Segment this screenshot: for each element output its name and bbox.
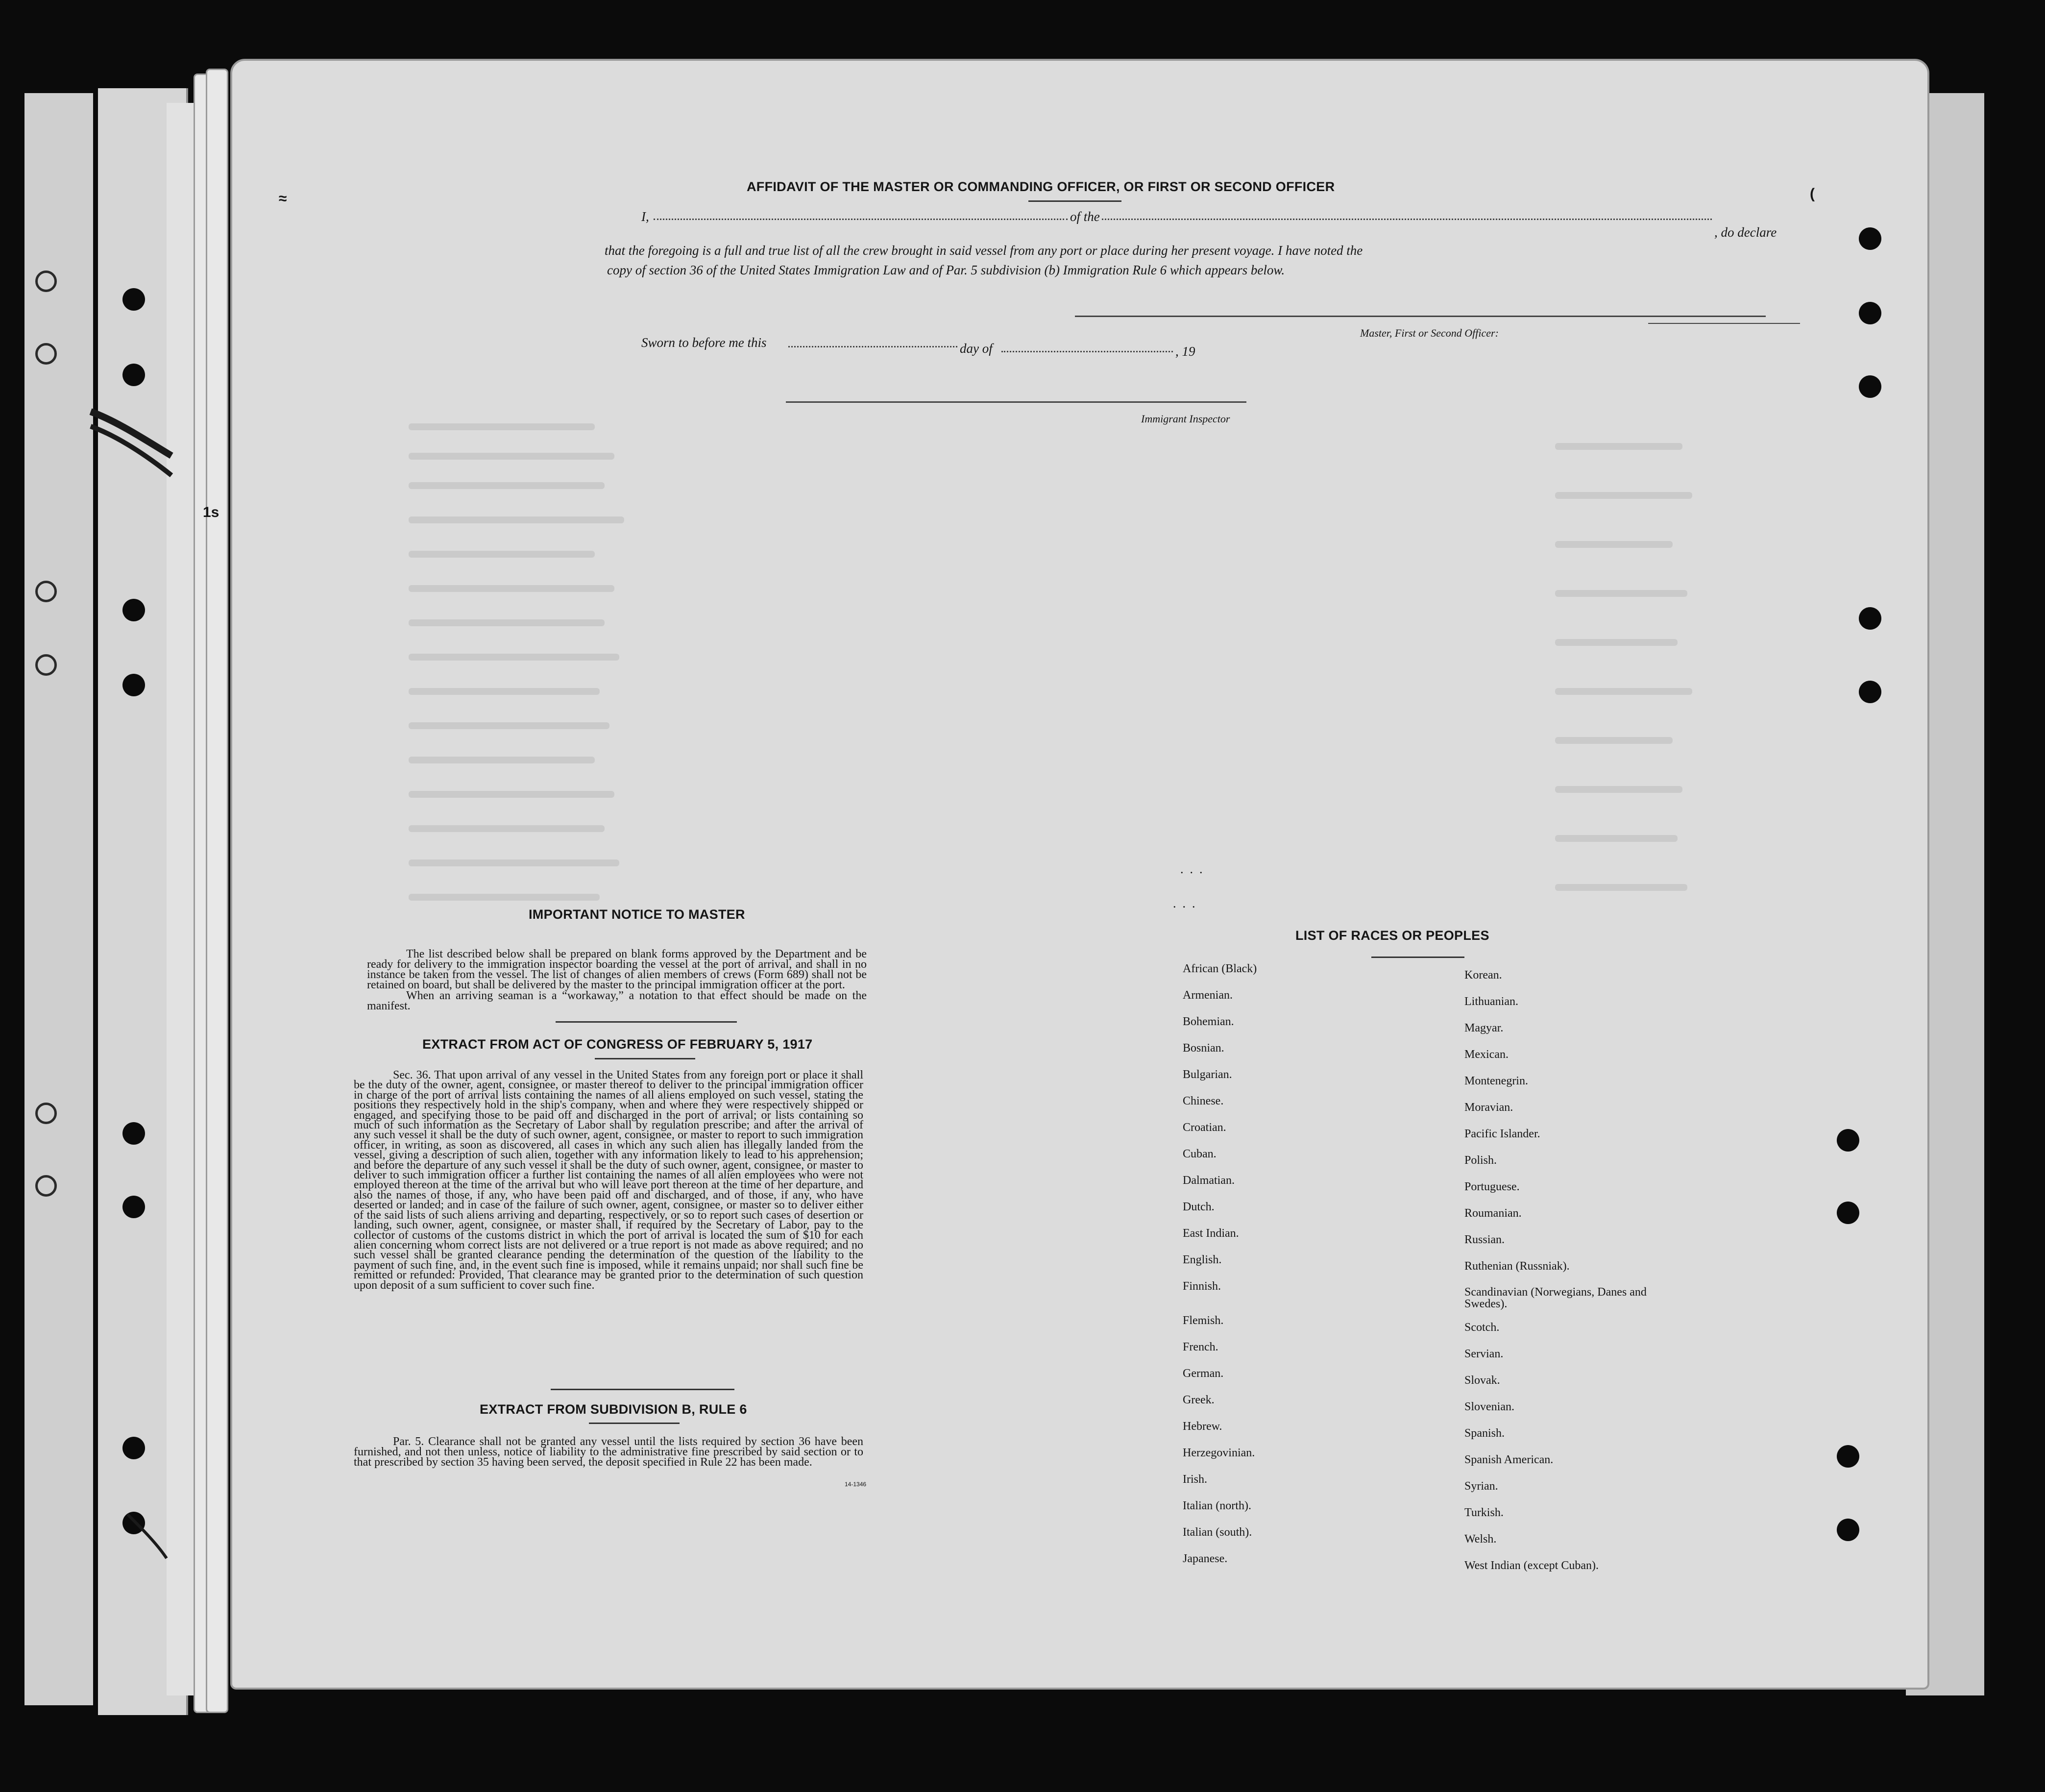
divider	[595, 1058, 695, 1059]
binding-string	[88, 382, 186, 490]
race-item: Lithuanian.	[1464, 995, 1518, 1008]
race-item: Herzegovinian.	[1183, 1447, 1255, 1459]
bleed-through	[409, 757, 595, 763]
bleed-through	[409, 722, 609, 729]
bleed-through	[1555, 443, 1682, 450]
race-item: East Indian.	[1183, 1227, 1239, 1240]
margin-annotation: ≈	[279, 191, 287, 207]
inspector-signature-caption: Immigrant Inspector	[1141, 413, 1230, 425]
race-item: Flemish.	[1183, 1314, 1224, 1327]
race-item: Portuguese.	[1464, 1180, 1520, 1193]
race-item: Slovak.	[1464, 1374, 1500, 1387]
notice-title: IMPORTANT NOTICE TO MASTER	[529, 907, 745, 922]
extract-act-text: Sec. 36. That upon arrival of any vessel in the United States from any foreign port or place it shall be the duty of the owner, agent, consignee, or master thereof to deliver to the principal immigration officer in charge of the port of arrival lists containing the names of all aliens employed on such vessel, stating the positions they respectively hold in the ship's company, when and where they were respectively shipped or engaged, and specifying those to be paid off and discharged in the port of arrival; or lists containing so much of such information as the Secretary of Labor shall by regulation prescribe; and after the arrival of any such vessel it shall be the duty of such owner, agent, consignee, or master to report to such immigration officer, in writing, as soon as discovered, all cases in which any such alien has illegally landed from the vessel, giving a description of such alien, together with any information likely to lead to his apprehension; and before the departure of any such vessel it shall be the duty of such owner, agent, consignee, or master to deliver to such immigration officer a further list containing the names of all alien employees who were not employed thereon at the time of the arrival but who will leave port thereon at the time of her departure, and also the names of those, if any, who have been paid off and discharged, and of those, if any, who have deserted or landed; and in case of the failure of such owner, agent, consignee, or master so to deliver either of the said lists of such aliens arriving and departing, respectively, or so to report such cases of desertion or landing, such owner, agent, consignee, or master shall, if required by the Secretary of Labor, pay to the collector of customs of the customs district in which the port of arrival is located the sum of $10 for each alien concerning whom correct lists are not delivered or a true report is not made as above required; and no such vessel shall be granted clearance pending the determination of the question of the liability to the payment of such fine, and, in the event such fine is imposed, while it remains unpaid; nor shall such fine be remitted or refunded: Provided, That clearance may be granted prior to the determination of such question upon deposit of a sum sufficient to cover such fine.	[354, 1069, 863, 1292]
bleed-through	[1555, 884, 1687, 891]
race-item: Russian.	[1464, 1233, 1505, 1246]
race-item: English.	[1183, 1253, 1222, 1266]
punch-hole	[122, 1437, 145, 1459]
race-item: Moravian.	[1464, 1101, 1513, 1114]
sworn-day-field[interactable]	[788, 346, 957, 347]
bleed-through	[1555, 786, 1682, 793]
form-number: 14-1346	[845, 1481, 867, 1488]
bleed-through	[409, 688, 600, 695]
race-item: Cuban.	[1183, 1148, 1217, 1160]
vessel-name-field[interactable]	[1102, 219, 1712, 220]
binding-string	[122, 1509, 176, 1563]
race-item: Italian (south).	[1183, 1526, 1252, 1539]
race-item: Ruthenian (Russniak).	[1464, 1260, 1570, 1273]
race-item: Bulgarian.	[1183, 1068, 1232, 1081]
bleed-through	[409, 482, 605, 489]
races-title: LIST OF RACES OR PEOPLES	[1295, 928, 1489, 943]
punch-hole	[1837, 1129, 1859, 1152]
punch-hole	[1837, 1202, 1859, 1224]
race-item: Spanish American.	[1464, 1453, 1554, 1466]
punch-hole	[122, 599, 145, 621]
master-name-field[interactable]	[654, 219, 1068, 220]
race-item: Scotch.	[1464, 1321, 1500, 1334]
bleed-through	[1555, 835, 1678, 842]
sworn-label: Sworn to before me this	[641, 335, 767, 350]
affidavit-title: AFFIDAVIT OF THE MASTER OR COMMANDING OFFICER, OR FIRST OR SECOND OFFICER	[747, 179, 1335, 194]
sworn-month-field[interactable]	[1001, 351, 1173, 352]
margin-annotation: (	[1810, 186, 1815, 202]
race-item: Servian.	[1464, 1348, 1504, 1360]
race-item: Italian (north).	[1183, 1499, 1251, 1512]
race-item: Spanish.	[1464, 1427, 1505, 1440]
affidavit-of-the-label: of the	[1070, 209, 1100, 224]
bleed-through	[1555, 737, 1673, 744]
master-signature-caption: Master, First or Second Officer:	[1360, 327, 1499, 339]
notice-paragraph: When an arriving seaman is a “workaway,” a notation to that effect should be made on the manifest.	[367, 989, 867, 1012]
race-item: Montenegrin.	[1464, 1075, 1528, 1087]
bleed-through	[409, 551, 595, 558]
bleed-through-line	[1648, 323, 1800, 324]
notice-paragraph: The list described below shall be prepared on blank forms approved by the Department and be ready for delivery to the immigration inspector boarding the vessel at the port of arrival, and shall in no instance be taken from the vessel. The list of changes of alien members of crews (Form 689) shall not be retained on board, but shall be delivered by the master to the principal immigration officer at the port.	[367, 948, 867, 991]
punch-hole	[35, 654, 57, 676]
punch-hole	[1859, 681, 1881, 703]
bleed-through	[409, 453, 614, 460]
punch-hole	[1859, 607, 1881, 630]
race-item: German.	[1183, 1367, 1224, 1380]
punch-hole	[122, 674, 145, 696]
background-page-edge	[24, 93, 93, 1705]
affidavit-declare-label: , do declare	[1714, 225, 1777, 240]
affidavit-text-line: that the foregoing is a full and true list of all the crew brought in said vessel from any port or place during her present voyage. I have noted the	[605, 243, 1363, 258]
race-item: Japanese.	[1183, 1552, 1228, 1565]
race-item: Pacific Islander.	[1464, 1128, 1540, 1140]
extract-act-title: EXTRACT FROM ACT OF CONGRESS OF FEBRUARY 5, 1917	[422, 1037, 813, 1052]
divider	[556, 1021, 737, 1023]
bleed-through	[409, 654, 619, 661]
race-item: Polish.	[1464, 1154, 1497, 1167]
punch-hole	[1837, 1519, 1859, 1541]
affidavit-i-label: I,	[641, 209, 649, 224]
race-item: Roumanian.	[1464, 1207, 1522, 1220]
race-item: Finnish.	[1183, 1280, 1221, 1293]
punch-hole	[1859, 375, 1881, 398]
punch-hole	[35, 1103, 57, 1124]
punch-hole	[35, 343, 57, 365]
bleed-through	[409, 859, 619, 866]
form-page	[203, 59, 1929, 1690]
inspector-signature-line[interactable]	[786, 401, 1246, 403]
bleed-through	[409, 516, 624, 523]
race-item: West Indian (except Cuban).	[1464, 1559, 1599, 1572]
race-item: Turkish.	[1464, 1506, 1504, 1519]
race-item: Syrian.	[1464, 1480, 1498, 1493]
bleed-through	[409, 585, 614, 592]
race-item: Slovenian.	[1464, 1400, 1514, 1413]
punch-hole	[35, 581, 57, 602]
race-item: Armenian.	[1183, 989, 1233, 1002]
extract-rule-title: EXTRACT FROM SUBDIVISION B, RULE 6	[480, 1402, 747, 1417]
race-item: Hebrew.	[1183, 1420, 1222, 1433]
bleed-through	[409, 619, 605, 626]
bleed-through	[1555, 639, 1678, 646]
race-item: Dalmatian.	[1183, 1174, 1235, 1187]
race-item: Irish.	[1183, 1473, 1207, 1486]
year-label: , 19	[1175, 344, 1195, 359]
race-item: Scandinavian (Norwegians, Danes and Swedes).	[1464, 1286, 1647, 1310]
race-item: African (Black)	[1183, 962, 1257, 975]
punch-hole	[122, 288, 145, 311]
margin-annotation: 1s	[203, 504, 219, 520]
bleed-through	[1555, 492, 1692, 499]
divider	[589, 1423, 680, 1424]
race-item: Greek.	[1183, 1394, 1215, 1406]
master-signature-line[interactable]	[1075, 316, 1766, 317]
divider	[551, 1389, 734, 1390]
punch-hole	[1859, 227, 1881, 250]
bleed-through	[1555, 688, 1692, 695]
stray-marks: . . .	[1180, 862, 1203, 876]
stray-marks: . . .	[1173, 896, 1195, 910]
affidavit-text-line: copy of section 36 of the United States Immigration Law and of Par. 5 subdivision (b) Immigration Rule 6 which appears below.	[607, 263, 1285, 277]
race-item: Bohemian.	[1183, 1015, 1234, 1028]
race-item: Dutch.	[1183, 1201, 1215, 1213]
race-item: Mexican.	[1464, 1048, 1509, 1061]
race-item: French.	[1183, 1341, 1218, 1353]
bleed-through	[1555, 541, 1673, 548]
background-page-edge	[167, 103, 195, 1695]
divider	[1371, 957, 1464, 958]
punch-hole	[35, 1175, 57, 1197]
race-item: Chinese.	[1183, 1095, 1224, 1107]
race-item: Korean.	[1464, 969, 1502, 982]
bleed-through	[409, 791, 614, 798]
extract-rule-text: Par. 5. Clearance shall not be granted any vessel until the lists required by section 36 have been furnished, and not then unless, notice of liability to the administrative fine prescribed by said section or to that prescribed by section 35 having been served, the deposit specified in Rule 22 has been made.	[354, 1435, 863, 1469]
punch-hole	[1837, 1445, 1859, 1468]
stacked-page-edge	[206, 69, 228, 1713]
divider	[1028, 200, 1121, 202]
bleed-through	[409, 825, 605, 832]
race-item: Croatian.	[1183, 1121, 1226, 1134]
race-item: Bosnian.	[1183, 1042, 1224, 1055]
bleed-through	[409, 423, 595, 430]
race-item: Magyar.	[1464, 1022, 1504, 1034]
bleed-through	[1555, 590, 1687, 597]
punch-hole	[122, 1196, 145, 1218]
day-of-label: day of	[960, 341, 993, 356]
punch-hole	[35, 270, 57, 292]
race-item: Welsh.	[1464, 1533, 1497, 1546]
punch-hole	[122, 1122, 145, 1145]
bleed-through	[409, 894, 600, 901]
punch-hole	[1859, 302, 1881, 324]
